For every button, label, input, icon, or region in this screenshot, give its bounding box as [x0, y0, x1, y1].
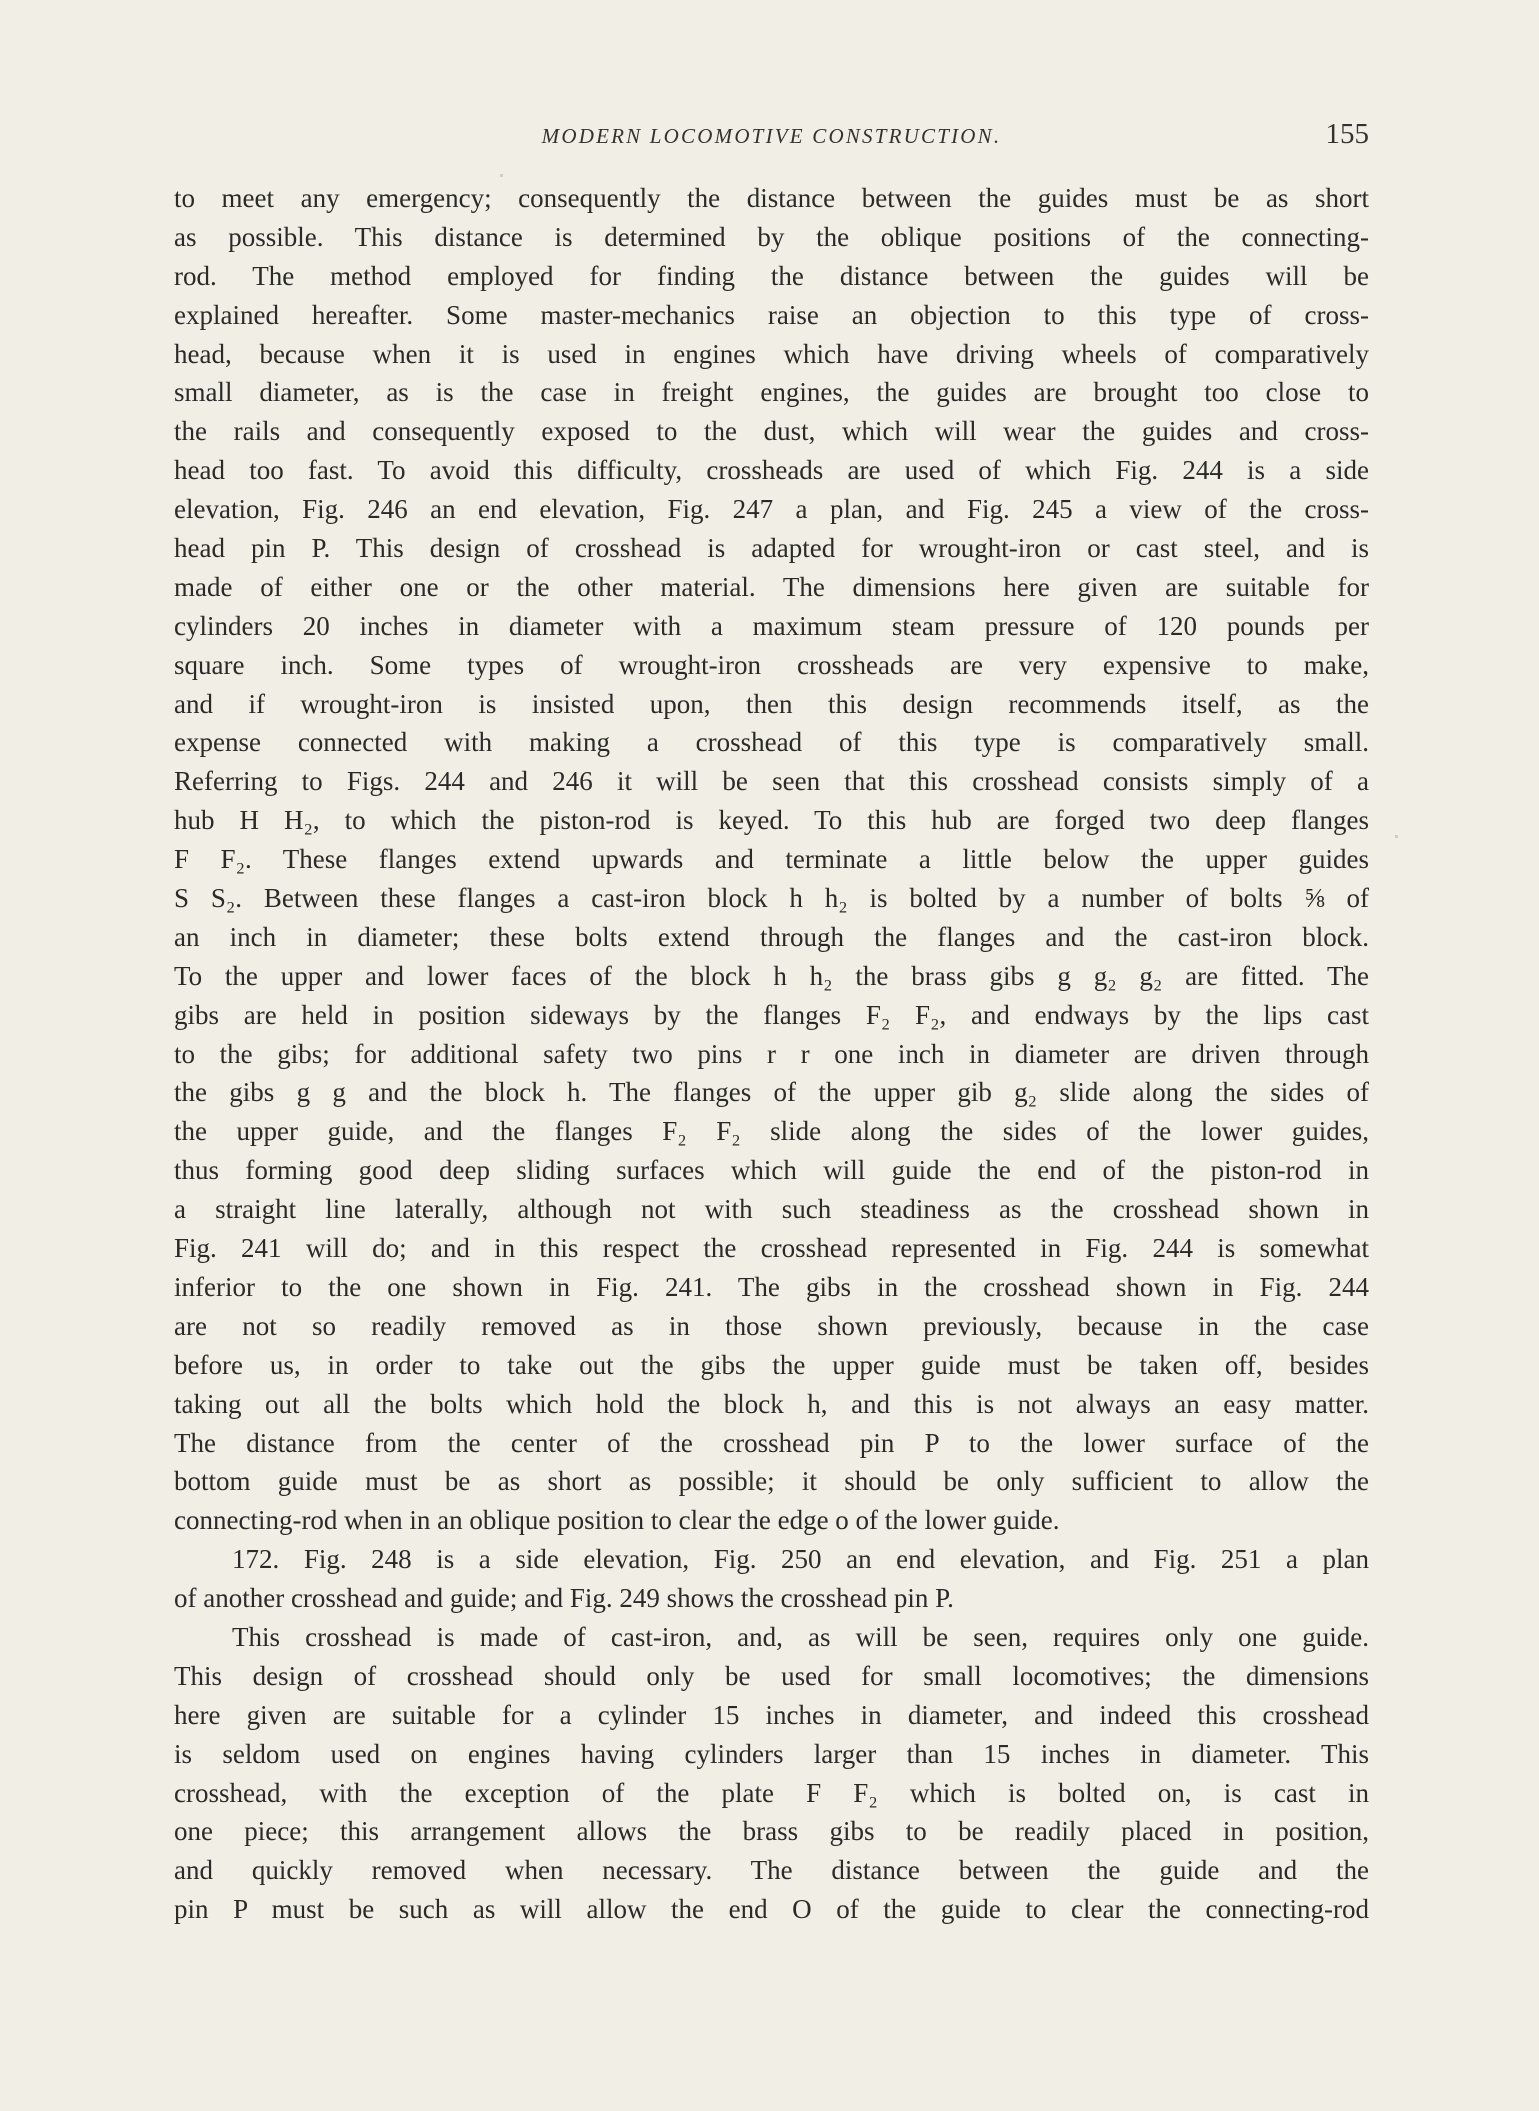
text-line: and quickly removed when necessary. The distance between the guide and the [174, 1855, 1369, 1886]
text-line: rod. The method employed for finding the distance between the guides will be [174, 260, 1369, 291]
text-line: and if wrought-iron is insisted upon, then this design recommends itself, as the [174, 688, 1369, 719]
text-line: bottom guide must be as short as possible; it should be only sufficient to allow the [174, 1466, 1369, 1497]
text-line: is seldom used on engines having cylinders larger than 15 inches in diameter. This [174, 1738, 1369, 1769]
text-line: square inch. Some types of wrought-iron crossheads are very expensive to make, [174, 649, 1369, 680]
body-text [174, 179, 1369, 1929]
text-line: made of either one or the other material. The dimensions here given are suitable for [174, 571, 1369, 602]
text-line: to the gibs; for additional safety two pins r r one inch in diameter are driven through [174, 1038, 1369, 1069]
text-line: of another crosshead and guide; and Fig. 249 shows the crosshead pin P. [174, 1583, 954, 1614]
print-speck [1395, 835, 1398, 838]
text-line: are not so readily removed as in those shown previously, because in the case [174, 1310, 1369, 1341]
running-head [174, 118, 1369, 158]
text-line: This crosshead is made of cast-iron, and, as will be seen, requires only one guide. [232, 1621, 1369, 1652]
text-line: taking out all the bolts which hold the block h, and this is not always an easy matter. [174, 1388, 1369, 1419]
text-line: gibs are held in position sideways by the flanges F₂ F₂, and endways by the lips cast [174, 999, 1369, 1030]
text-line: This design of crosshead should only be used for small locomotives; the dimensions [174, 1660, 1369, 1691]
text-line: elevation, Fig. 246 an end elevation, Fig. 247 a plan, and Fig. 245 a view of the cross- [174, 494, 1369, 525]
text-line: explained hereafter. Some master-mechanics raise an objection to this type of cross- [174, 299, 1369, 330]
text-line: an inch in diameter; these bolts extend through the flanges and the cast-iron block. [174, 921, 1369, 952]
text-line: To the upper and lower faces of the block h h₂ the brass gibs g g₂ g₂ are fitted. The [174, 960, 1369, 991]
text-line: head pin P. This design of crosshead is adapted for wrought-iron or cast steel, and is [174, 533, 1369, 564]
text-line: inferior to the one shown in Fig. 241. The gibs in the crosshead shown in Fig. 244 [174, 1271, 1369, 1302]
text-line: S S₂. Between these flanges a cast-iron block h h₂ is bolted by a number of bolts ⅝ of [174, 883, 1369, 914]
text-line: before us, in order to take out the gibs the upper guide must be taken off, besides [174, 1349, 1369, 1380]
text-line: expense connected with making a crosshead of this type is comparatively small. [174, 727, 1369, 758]
text-line: crosshead, with the exception of the plate F F₂ which is bolted on, is cast in [174, 1777, 1369, 1808]
text-line: connecting-rod when in an oblique position to clear the edge o of the lower guide. [174, 1505, 1060, 1536]
page-number: 155 [1325, 118, 1369, 150]
text-line: as possible. This distance is determined by the oblique positions of the connecting- [174, 221, 1369, 252]
text-line: head, because when it is used in engines which have driving wheels of comparatively [174, 338, 1369, 369]
text-line: head too fast. To avoid this difficulty, crossheads are used of which Fig. 244 is a side [174, 455, 1369, 486]
running-title: MODERN LOCOMOTIVE CONSTRUCTION. [541, 124, 1002, 148]
text-line: Referring to Figs. 244 and 246 it will be seen that this crosshead consists simply of a [174, 766, 1369, 797]
text-line: thus forming good deep sliding surfaces which will guide the end of the piston-rod in [174, 1155, 1369, 1186]
text-line: the gibs g g and the block h. The flanges of the upper gib g₂ slide along the sides of [174, 1077, 1369, 1108]
text-line: Fig. 241 will do; and in this respect the crosshead represented in Fig. 244 is somewhat [174, 1233, 1369, 1264]
text-line: cylinders 20 inches in diameter with a maximum steam pressure of 120 pounds per [174, 610, 1369, 641]
text-line: pin P must be such as will allow the end O of the guide to clear the connecting-rod [174, 1894, 1369, 1925]
text-line: the rails and consequently exposed to the dust, which will wear the guides and cross- [174, 416, 1369, 447]
text-line: 172. Fig. 248 is a side elevation, Fig. 250 an end elevation, and Fig. 251 a plan [232, 1544, 1369, 1575]
text-line: one piece; this arrangement allows the brass gibs to be readily placed in position, [174, 1816, 1369, 1847]
text-line: hub H H₂, to which the piston-rod is keyed. To this hub are forged two deep flanges [174, 805, 1369, 836]
print-speck [500, 174, 503, 177]
text-line: here given are suitable for a cylinder 15 inches in diameter, and indeed this crosshead [174, 1699, 1369, 1730]
text-line: the upper guide, and the flanges F₂ F₂ slide along the sides of the lower guides, [174, 1116, 1369, 1147]
text-line: a straight line laterally, although not with such steadiness as the crosshead shown in [174, 1194, 1369, 1225]
text-line: to meet any emergency; consequently the distance between the guides must be as short [174, 183, 1369, 213]
text-line: small diameter, as is the case in freight engines, the guides are brought too close to [174, 377, 1369, 408]
text-line: The distance from the center of the crosshead pin P to the lower surface of the [174, 1427, 1369, 1458]
text-line: F F₂. These flanges extend upwards and terminate a little below the upper guides [174, 844, 1369, 875]
